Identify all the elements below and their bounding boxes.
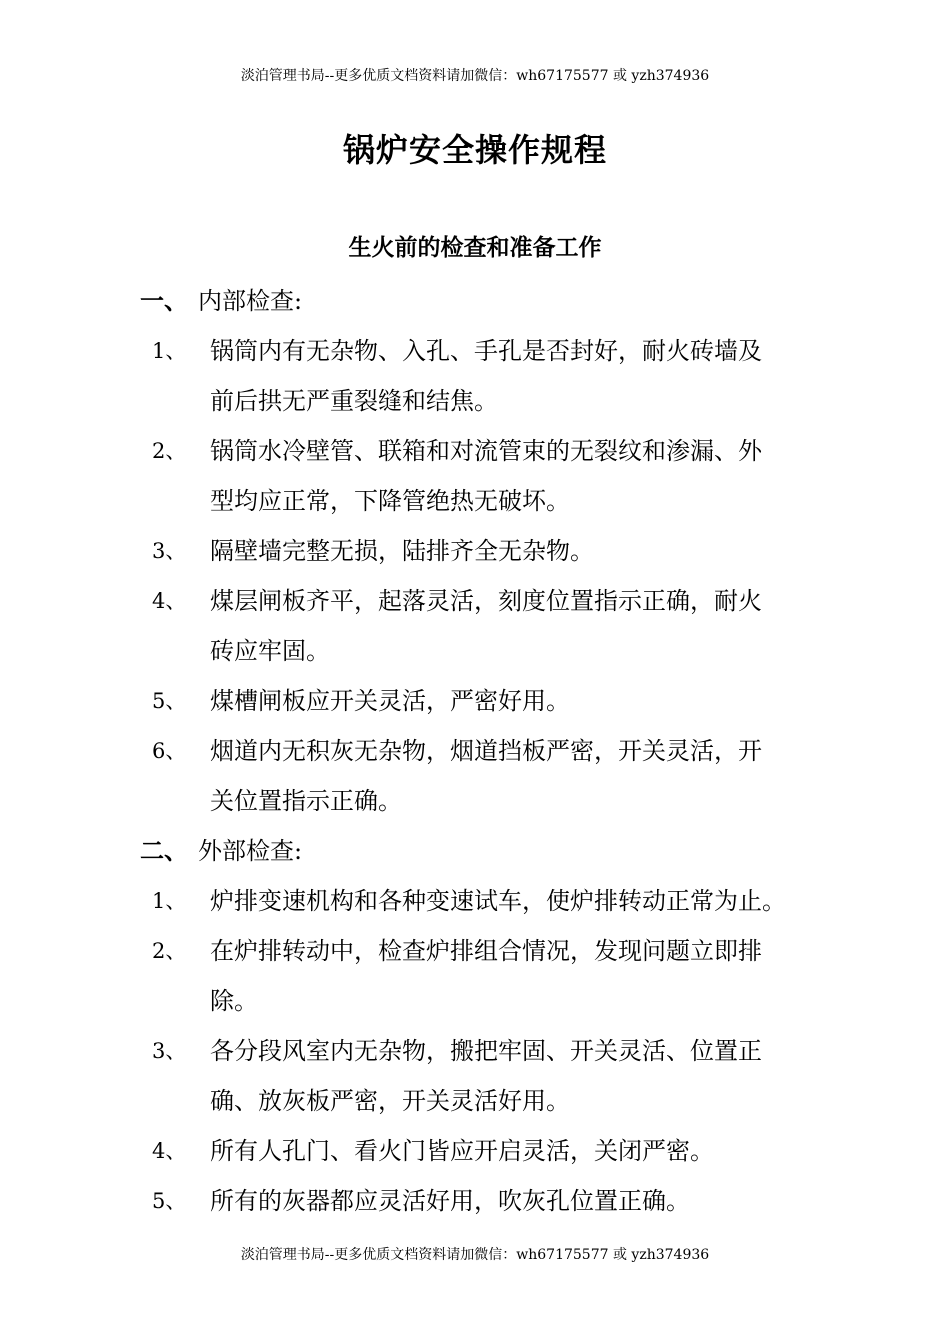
list-item (0, 876, 950, 926)
section-title: 生火前的检查和准备工作 (348, 235, 602, 261)
item-text: 锅筒水冷壁管、联箱和对流管束的无裂纹和渗漏、外 (210, 437, 762, 465)
item-text: 煤层闸板齐平，起落灵活，刻度位置指示正确，耐火 (210, 587, 762, 615)
item-number: 6、 (152, 739, 187, 763)
list-item (0, 426, 950, 476)
item-text: 前后拱无严重裂缝和结焦。 (210, 387, 498, 415)
item-number: 5、 (152, 1189, 187, 1213)
item-number: 2、 (152, 439, 187, 463)
item-number: 3、 (152, 539, 187, 563)
item-text: 确、放灰板严密，开关灵活好用。 (210, 1087, 570, 1115)
item-number: 2、 (152, 939, 187, 963)
list-item-continuation (0, 1076, 950, 1126)
list-item-continuation (0, 626, 950, 676)
item-text: 砖应牢固。 (210, 637, 330, 665)
list-item-continuation (0, 976, 950, 1026)
list-item (0, 526, 950, 576)
list-item (0, 676, 950, 726)
item-text: 型均应正常，下降管绝热无破坏。 (210, 487, 570, 515)
list-item (0, 1026, 950, 1076)
item-text: 煤槽闸板应开关灵活，严密好用。 (210, 687, 570, 715)
item-text: 所有的灰器都应灵活好用，吹灰孔位置正确。 (210, 1187, 690, 1215)
footer-note: 淡泊管理书局--更多优质文档资料请加微信：wh67175577 或 yzh374936 (240, 1247, 710, 1263)
item-number: 4、 (152, 589, 187, 613)
item-text: 各分段风室内无杂物，搬把牢固、开关灵活、位置正 (210, 1037, 762, 1065)
list-item-continuation (0, 376, 950, 426)
section-heading (0, 276, 950, 326)
section-marker: 二、 (140, 837, 188, 865)
section-heading-text: 外部检查: (198, 837, 303, 865)
list-item (0, 1126, 950, 1176)
item-number: 3、 (152, 1039, 187, 1063)
item-text: 关位置指示正确。 (210, 787, 402, 815)
item-number: 1、 (152, 339, 187, 363)
item-number: 1、 (152, 889, 187, 913)
item-number: 4、 (152, 1139, 187, 1163)
item-text: 所有人孔门、看火门皆应开启灵活，关闭严密。 (210, 1137, 714, 1165)
item-number: 5、 (152, 689, 187, 713)
list-item (0, 726, 950, 776)
item-text: 在炉排转动中，检查炉排组合情况，发现问题立即排 (210, 937, 762, 965)
section-marker: 一、 (140, 287, 188, 315)
list-item (0, 1176, 950, 1226)
document-title: 锅炉安全操作规程 (342, 131, 607, 169)
item-text: 除。 (210, 987, 258, 1015)
section-heading (0, 826, 950, 876)
document-body (0, 276, 950, 1226)
list-item-continuation (0, 476, 950, 526)
list-item (0, 926, 950, 976)
item-text: 隔壁墙完整无损，陆排齐全无杂物。 (210, 537, 594, 565)
item-text: 炉排变速机构和各种变速试车，使炉排转动正常为止。 (210, 887, 786, 915)
list-item-continuation (0, 776, 950, 826)
item-text: 烟道内无积灰无杂物，烟道挡板严密，开关灵活，开 (210, 737, 762, 765)
header-note: 淡泊管理书局--更多优质文档资料请加微信：wh67175577 或 yzh374936 (240, 68, 710, 84)
section-heading-text: 内部检查: (198, 287, 303, 315)
list-item (0, 326, 950, 376)
item-text: 锅筒内有无杂物、入孔、手孔是否封好，耐火砖墙及 (210, 337, 762, 365)
list-item (0, 576, 950, 626)
